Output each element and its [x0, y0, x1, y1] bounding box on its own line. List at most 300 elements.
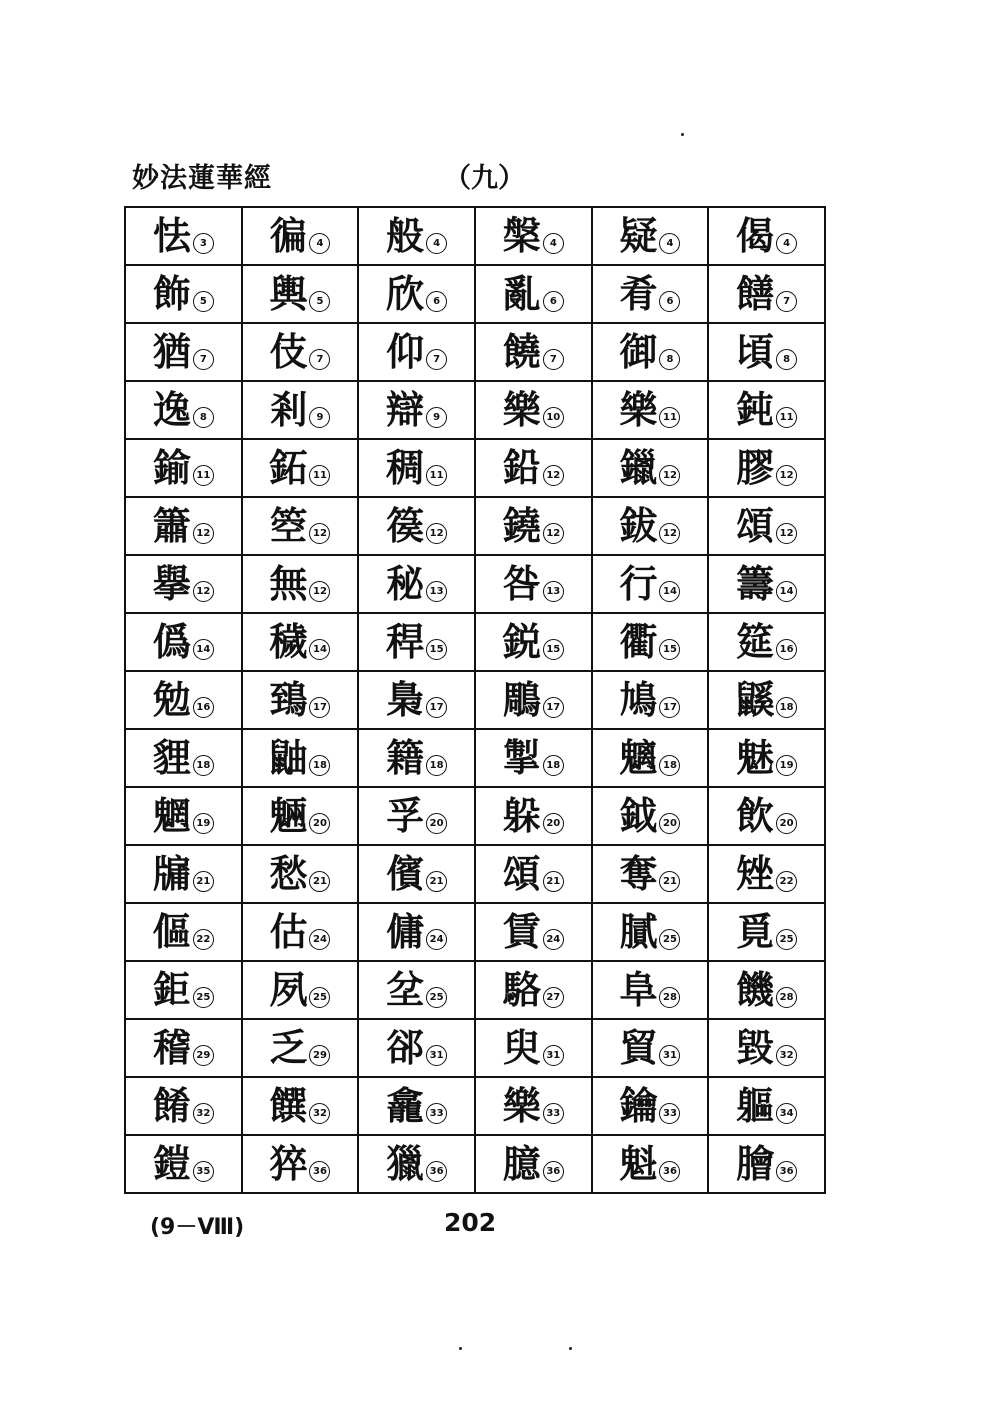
character-glyph: 鳩 — [619, 677, 658, 722]
character-cell — [242, 613, 359, 671]
character-cell — [708, 1135, 825, 1193]
character-entry — [269, 1085, 330, 1127]
character-cell — [592, 555, 709, 613]
character-glyph: 疑 — [619, 213, 658, 258]
character-cell — [475, 845, 592, 903]
character-entry — [503, 737, 564, 779]
character-glyph: 鵄 — [269, 677, 308, 722]
character-cell — [242, 555, 359, 613]
page-title: 妙法蓮華經 — [132, 163, 272, 194]
circled-reference-number: 17 — [426, 697, 447, 718]
character-cell — [242, 787, 359, 845]
circled-reference-number: 18 — [309, 755, 330, 776]
character-cell — [358, 613, 475, 671]
table-row — [125, 729, 825, 787]
circled-reference-number: 17 — [659, 697, 680, 718]
character-glyph: 穢 — [269, 619, 308, 664]
character-cell — [475, 265, 592, 323]
character-entry — [503, 853, 564, 895]
character-cell — [592, 207, 709, 265]
circled-reference-number: 6 — [659, 291, 680, 312]
scan-speck — [459, 1347, 462, 1350]
character-cell — [242, 903, 359, 961]
character-glyph: 膾 — [736, 1141, 775, 1186]
character-entry — [619, 389, 680, 431]
character-glyph: 筵 — [736, 619, 775, 664]
table-row — [125, 671, 825, 729]
character-entry — [736, 215, 797, 257]
character-glyph: 獵 — [386, 1141, 425, 1186]
circled-reference-number: 17 — [543, 697, 564, 718]
character-cell — [708, 497, 825, 555]
character-glyph: 饍 — [736, 271, 775, 316]
character-glyph: 猝 — [269, 1141, 308, 1186]
circled-reference-number: 3 — [193, 233, 214, 254]
character-cell — [592, 381, 709, 439]
table-row — [125, 1135, 825, 1193]
character-cell — [708, 1077, 825, 1135]
character-glyph: 覓 — [736, 909, 775, 954]
character-glyph: 般 — [386, 213, 425, 258]
character-glyph: 偈 — [736, 213, 775, 258]
character-cell — [592, 903, 709, 961]
character-glyph: 亂 — [502, 271, 541, 316]
character-entry — [269, 505, 330, 547]
character-cell — [708, 787, 825, 845]
circled-reference-number: 25 — [426, 987, 447, 1008]
circled-reference-number: 25 — [659, 929, 680, 950]
character-glyph: 衢 — [619, 619, 658, 664]
character-glyph: 箜 — [269, 503, 308, 548]
character-glyph: 無 — [269, 561, 308, 606]
circled-reference-number: 7 — [776, 291, 797, 312]
character-table — [124, 206, 826, 1194]
character-cell — [708, 613, 825, 671]
character-entry — [736, 911, 797, 953]
character-entry — [386, 389, 447, 431]
character-glyph: 伎 — [269, 329, 308, 374]
character-entry — [153, 1027, 214, 1069]
circled-reference-number: 12 — [776, 523, 797, 544]
character-entry — [386, 1027, 447, 1069]
character-cell — [592, 787, 709, 845]
character-glyph: 魎 — [269, 793, 308, 838]
character-entry — [619, 621, 680, 663]
character-entry — [269, 737, 330, 779]
circled-reference-number: 4 — [543, 233, 564, 254]
character-cell — [475, 555, 592, 613]
circled-reference-number: 11 — [426, 465, 447, 486]
character-entry — [619, 215, 680, 257]
circled-reference-number: 6 — [426, 291, 447, 312]
circled-reference-number: 7 — [309, 349, 330, 370]
character-cell — [592, 1077, 709, 1135]
character-entry — [269, 853, 330, 895]
circled-reference-number: 12 — [193, 523, 214, 544]
table-row — [125, 961, 825, 1019]
character-glyph: 鎧 — [152, 1141, 191, 1186]
character-glyph: 擧 — [152, 561, 191, 606]
character-entry — [153, 505, 214, 547]
character-entry — [503, 215, 564, 257]
character-glyph: 篌 — [386, 503, 425, 548]
character-entry — [153, 679, 214, 721]
character-entry — [386, 911, 447, 953]
character-glyph: 鋭 — [502, 619, 541, 664]
character-entry — [153, 853, 214, 895]
character-entry — [736, 505, 797, 547]
character-cell — [242, 381, 359, 439]
character-cell — [242, 439, 359, 497]
character-entry — [386, 505, 447, 547]
character-cell — [125, 1077, 242, 1135]
character-glyph: 鐃 — [502, 503, 541, 548]
circled-reference-number: 14 — [776, 581, 797, 602]
character-glyph: 饑 — [736, 967, 775, 1012]
character-glyph: 御 — [619, 329, 658, 374]
circled-reference-number: 20 — [309, 813, 330, 834]
character-entry — [153, 389, 214, 431]
character-cell — [708, 903, 825, 961]
circled-reference-number: 31 — [543, 1045, 564, 1066]
circled-reference-number: 14 — [659, 581, 680, 602]
character-glyph: 稈 — [386, 619, 425, 664]
character-entry — [619, 563, 680, 605]
character-glyph: 愁 — [269, 851, 308, 896]
character-glyph: 樂 — [502, 387, 541, 432]
character-entry — [386, 795, 447, 837]
character-glyph: 餚 — [152, 1083, 191, 1128]
circled-reference-number: 32 — [309, 1103, 330, 1124]
circled-reference-number: 4 — [309, 233, 330, 254]
character-entry — [386, 1143, 447, 1185]
character-entry — [269, 621, 330, 663]
character-glyph: 傭 — [386, 909, 425, 954]
circled-reference-number: 6 — [543, 291, 564, 312]
circled-reference-number: 21 — [193, 871, 214, 892]
character-cell — [475, 961, 592, 1019]
character-cell — [358, 903, 475, 961]
circled-reference-number: 35 — [193, 1161, 214, 1182]
character-glyph: 怯 — [152, 213, 191, 258]
character-entry — [269, 215, 330, 257]
character-glyph: 貿 — [619, 1025, 658, 1070]
character-cell — [708, 323, 825, 381]
character-entry — [619, 853, 680, 895]
character-entry — [153, 215, 214, 257]
character-glyph: 饒 — [502, 329, 541, 374]
character-cell — [125, 961, 242, 1019]
character-cell — [242, 1019, 359, 1077]
character-cell — [592, 497, 709, 555]
circled-reference-number: 18 — [193, 755, 214, 776]
character-glyph: 鼬 — [269, 735, 308, 780]
circled-reference-number: 12 — [659, 523, 680, 544]
character-cell — [358, 787, 475, 845]
character-entry — [153, 969, 214, 1011]
character-glyph: 仰 — [386, 329, 425, 374]
character-cell — [475, 1019, 592, 1077]
character-glyph: 頌 — [502, 851, 541, 896]
character-entry — [736, 331, 797, 373]
character-cell — [125, 439, 242, 497]
circled-reference-number: 8 — [193, 407, 214, 428]
character-cell — [708, 265, 825, 323]
character-glyph: 乏 — [269, 1025, 308, 1070]
character-cell — [125, 1135, 242, 1193]
character-glyph: 鑞 — [619, 445, 658, 490]
table-row — [125, 207, 825, 265]
character-cell — [242, 845, 359, 903]
character-cell — [125, 903, 242, 961]
character-entry — [153, 1085, 214, 1127]
circled-reference-number: 5 — [193, 291, 214, 312]
character-glyph: 鉅 — [152, 967, 191, 1012]
character-glyph: 籌 — [736, 561, 775, 606]
character-cell — [475, 729, 592, 787]
character-glyph: 鉞 — [619, 793, 658, 838]
volume-label: （九） — [444, 163, 525, 194]
character-entry — [619, 447, 680, 489]
character-cell — [475, 1077, 592, 1135]
character-glyph: 郤 — [386, 1025, 425, 1070]
circled-reference-number: 12 — [543, 523, 564, 544]
character-entry — [619, 1027, 680, 1069]
character-cell — [125, 729, 242, 787]
character-cell — [358, 381, 475, 439]
character-cell — [125, 787, 242, 845]
circled-reference-number: 12 — [543, 465, 564, 486]
character-glyph: 鉐 — [269, 445, 308, 490]
character-entry — [503, 563, 564, 605]
circled-reference-number: 27 — [543, 987, 564, 1008]
character-glyph: 夙 — [269, 967, 308, 1012]
character-cell — [592, 613, 709, 671]
character-glyph: 秘 — [386, 561, 425, 606]
character-glyph: 坌 — [386, 967, 425, 1012]
circled-reference-number: 14 — [193, 639, 214, 660]
circled-reference-number: 34 — [776, 1103, 797, 1124]
character-entry — [736, 273, 797, 315]
character-cell — [708, 439, 825, 497]
character-cell — [708, 555, 825, 613]
page-number: 202 — [444, 1208, 497, 1237]
character-glyph: 剎 — [269, 387, 308, 432]
character-entry — [153, 795, 214, 837]
character-cell — [592, 1019, 709, 1077]
circled-reference-number: 28 — [776, 987, 797, 1008]
character-cell — [358, 961, 475, 1019]
circled-reference-number: 21 — [309, 871, 330, 892]
circled-reference-number: 15 — [659, 639, 680, 660]
character-glyph: 飲 — [736, 793, 775, 838]
character-entry — [503, 505, 564, 547]
circled-reference-number: 10 — [543, 407, 564, 428]
character-cell — [708, 671, 825, 729]
circled-reference-number: 24 — [426, 929, 447, 950]
character-glyph: 飾 — [152, 271, 191, 316]
character-glyph: 儐 — [386, 851, 425, 896]
character-glyph: 樂 — [502, 1083, 541, 1128]
table-row — [125, 265, 825, 323]
character-cell — [475, 903, 592, 961]
character-glyph: 孚 — [386, 793, 425, 838]
character-entry — [269, 1143, 330, 1185]
character-entry — [736, 1143, 797, 1185]
circled-reference-number: 20 — [426, 813, 447, 834]
character-glyph: 掣 — [502, 735, 541, 780]
character-glyph: 賃 — [502, 909, 541, 954]
table-row — [125, 1019, 825, 1077]
circled-reference-number: 31 — [659, 1045, 680, 1066]
character-cell — [358, 265, 475, 323]
character-glyph: 饌 — [269, 1083, 308, 1128]
character-entry — [503, 273, 564, 315]
character-glyph: 阜 — [619, 967, 658, 1012]
character-cell — [358, 207, 475, 265]
character-glyph: 鑰 — [619, 1083, 658, 1128]
character-glyph: 僞 — [152, 619, 191, 664]
character-entry — [386, 273, 447, 315]
character-glyph: 猶 — [152, 329, 191, 374]
character-glyph: 駱 — [502, 967, 541, 1012]
character-entry — [386, 331, 447, 373]
character-cell — [475, 381, 592, 439]
character-glyph: 輿 — [269, 271, 308, 316]
character-entry — [736, 389, 797, 431]
character-entry — [386, 621, 447, 663]
character-entry — [386, 969, 447, 1011]
circled-reference-number: 29 — [193, 1045, 214, 1066]
table-row — [125, 323, 825, 381]
scan-speck — [569, 1347, 572, 1350]
character-glyph: 軀 — [736, 1083, 775, 1128]
circled-reference-number: 20 — [776, 813, 797, 834]
character-entry — [503, 621, 564, 663]
character-cell — [592, 729, 709, 787]
circled-reference-number: 11 — [193, 465, 214, 486]
character-entry — [386, 215, 447, 257]
character-cell — [708, 729, 825, 787]
circled-reference-number: 4 — [426, 233, 447, 254]
character-entry — [269, 679, 330, 721]
character-cell — [242, 497, 359, 555]
character-cell — [708, 207, 825, 265]
character-entry — [153, 621, 214, 663]
character-glyph: 鍮 — [152, 445, 191, 490]
character-cell — [358, 1019, 475, 1077]
character-glyph: 鈸 — [619, 503, 658, 548]
character-entry — [269, 331, 330, 373]
character-glyph: 辯 — [386, 387, 425, 432]
character-glyph: 徧 — [269, 213, 308, 258]
character-cell — [592, 1135, 709, 1193]
character-cell — [125, 497, 242, 555]
circled-reference-number: 12 — [193, 581, 214, 602]
table-row — [125, 497, 825, 555]
character-glyph: 鈍 — [736, 387, 775, 432]
character-cell — [125, 613, 242, 671]
character-cell — [125, 207, 242, 265]
character-cell — [592, 961, 709, 1019]
character-entry — [386, 853, 447, 895]
character-cell — [475, 207, 592, 265]
character-entry — [736, 969, 797, 1011]
circled-reference-number: 20 — [543, 813, 564, 834]
character-cell — [242, 323, 359, 381]
character-entry — [736, 1027, 797, 1069]
character-entry — [153, 331, 214, 373]
circled-reference-number: 4 — [659, 233, 680, 254]
character-entry — [503, 331, 564, 373]
circled-reference-number: 8 — [776, 349, 797, 370]
circled-reference-number: 24 — [309, 929, 330, 950]
circled-reference-number: 5 — [309, 291, 330, 312]
character-glyph: 鵰 — [502, 677, 541, 722]
table-row — [125, 1077, 825, 1135]
character-entry — [619, 1143, 680, 1185]
character-entry — [736, 679, 797, 721]
character-glyph: 勉 — [152, 677, 191, 722]
character-entry — [269, 563, 330, 605]
character-cell — [242, 729, 359, 787]
circled-reference-number: 7 — [426, 349, 447, 370]
circled-reference-number: 19 — [776, 755, 797, 776]
circled-reference-number: 33 — [659, 1103, 680, 1124]
character-cell — [592, 323, 709, 381]
circled-reference-number: 36 — [426, 1161, 447, 1182]
circled-reference-number: 11 — [309, 465, 330, 486]
character-entry — [503, 795, 564, 837]
circled-reference-number: 19 — [193, 813, 214, 834]
character-entry — [619, 911, 680, 953]
character-entry — [269, 969, 330, 1011]
table-row — [125, 439, 825, 497]
character-cell — [242, 1077, 359, 1135]
character-cell — [358, 1135, 475, 1193]
circled-reference-number: 18 — [543, 755, 564, 776]
character-cell — [358, 555, 475, 613]
character-cell — [125, 671, 242, 729]
circled-reference-number: 12 — [309, 581, 330, 602]
circled-reference-number: 28 — [659, 987, 680, 1008]
circled-reference-number: 25 — [309, 987, 330, 1008]
circled-reference-number: 13 — [426, 581, 447, 602]
character-entry — [736, 447, 797, 489]
circled-reference-number: 16 — [193, 697, 214, 718]
circled-reference-number: 9 — [309, 407, 330, 428]
character-glyph: 牖 — [152, 851, 191, 896]
character-cell — [708, 1019, 825, 1077]
character-entry — [736, 621, 797, 663]
circled-reference-number: 12 — [776, 465, 797, 486]
character-cell — [475, 323, 592, 381]
character-cell — [125, 323, 242, 381]
character-cell — [242, 207, 359, 265]
character-glyph: 傴 — [152, 909, 191, 954]
circled-reference-number: 36 — [309, 1161, 330, 1182]
table-row — [125, 787, 825, 845]
circled-reference-number: 4 — [776, 233, 797, 254]
circled-reference-number: 31 — [426, 1045, 447, 1066]
character-cell — [242, 671, 359, 729]
character-entry — [619, 331, 680, 373]
character-cell — [358, 323, 475, 381]
character-glyph: 躲 — [502, 793, 541, 838]
character-cell — [125, 381, 242, 439]
circled-reference-number: 21 — [426, 871, 447, 892]
circled-reference-number: 9 — [426, 407, 447, 428]
